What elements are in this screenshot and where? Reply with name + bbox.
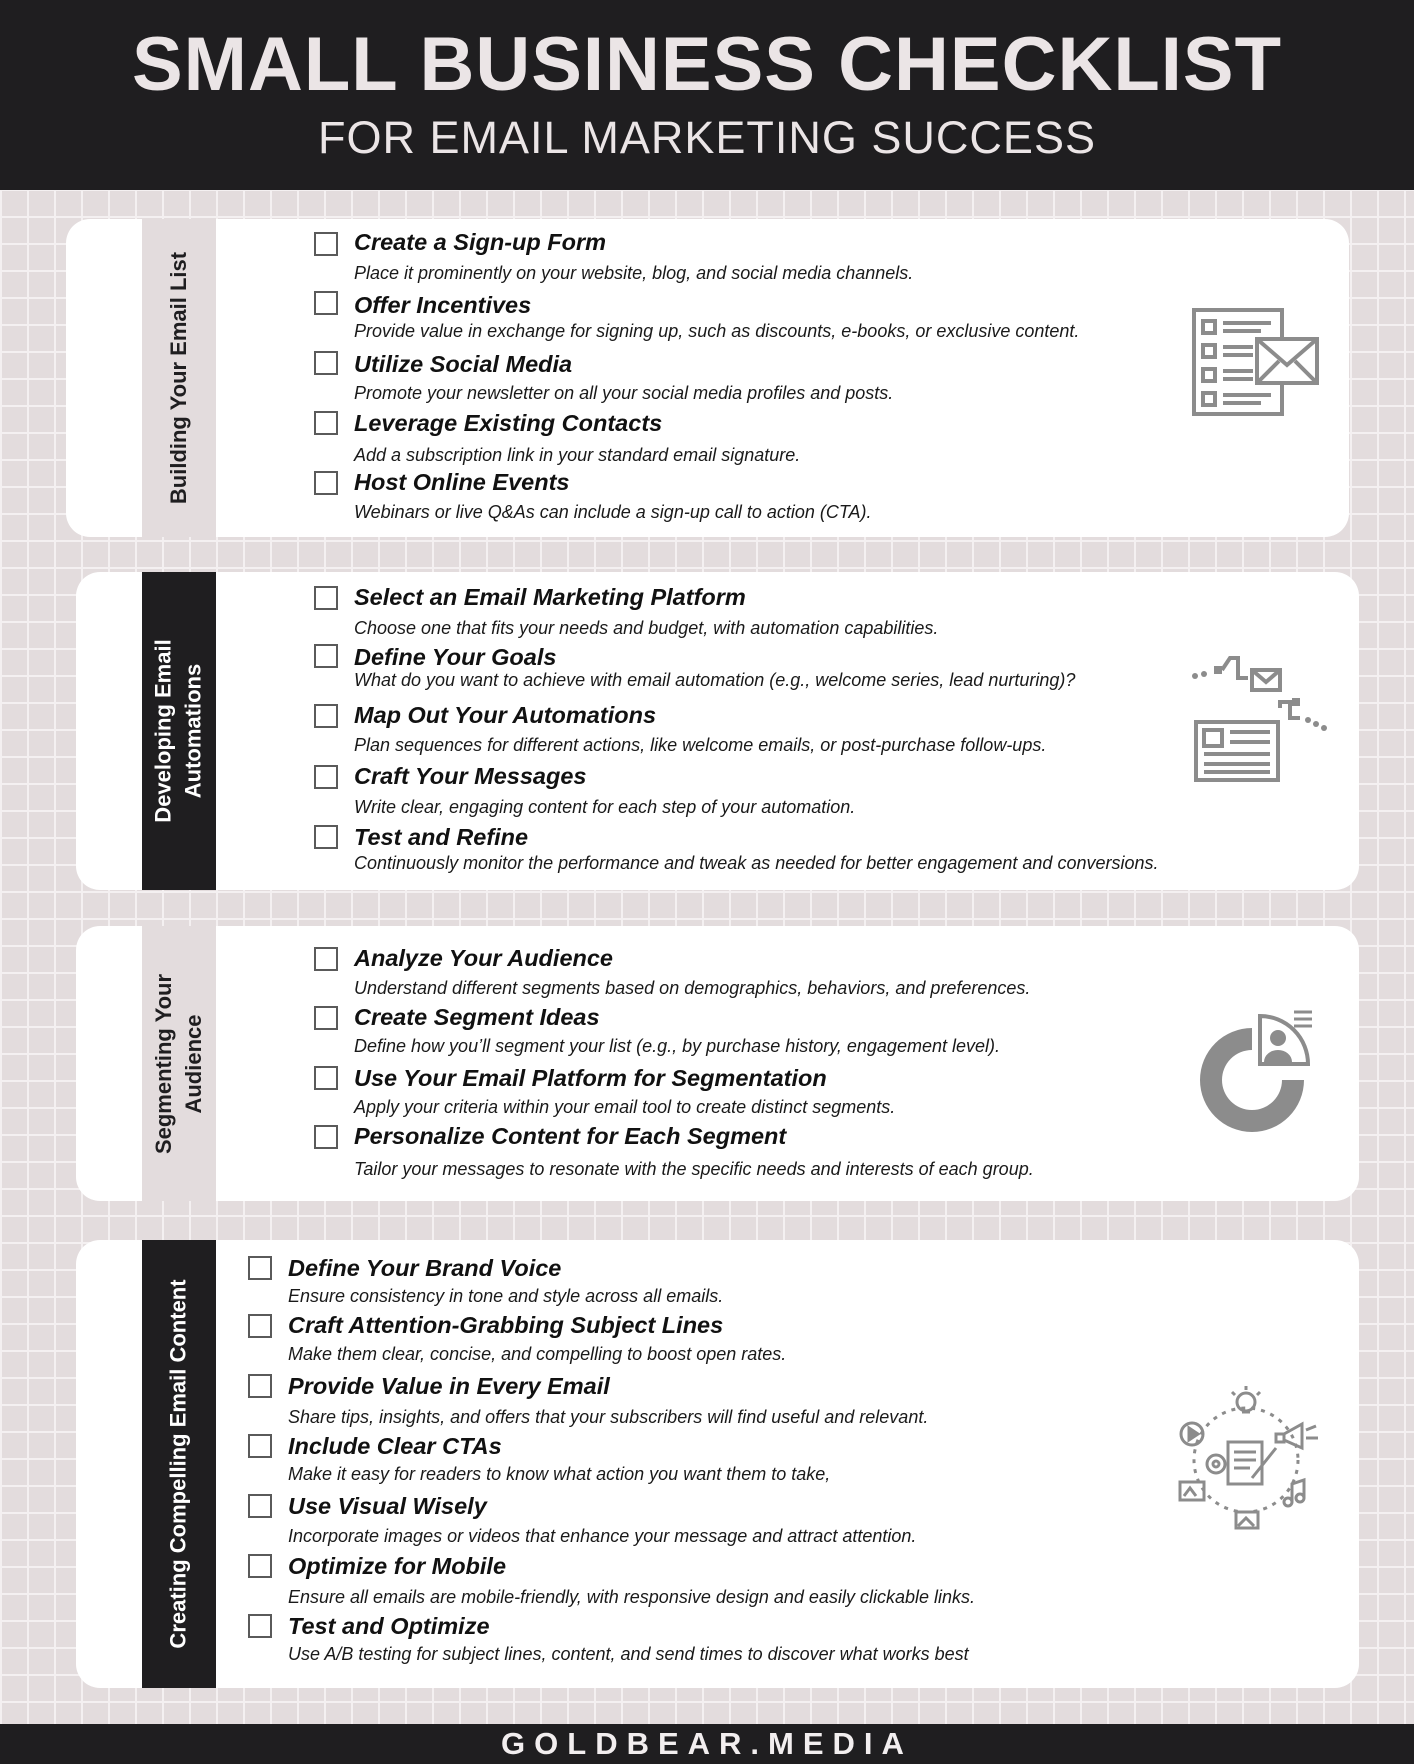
item-title: Utilize Social Media — [354, 351, 573, 377]
checkbox[interactable] — [248, 1374, 272, 1398]
checkbox[interactable] — [248, 1494, 272, 1518]
checkbox[interactable] — [314, 765, 338, 789]
item-description: Place it prominently on your website, blog, and social media channels. — [354, 263, 914, 283]
section-label-line: Segmenting Your — [151, 973, 176, 1154]
checkbox[interactable] — [314, 471, 338, 495]
item-title: Test and Optimize — [288, 1613, 490, 1639]
item-title: Create Segment Ideas — [354, 1004, 600, 1030]
checkbox[interactable] — [248, 1554, 272, 1578]
item-title: Provide Value in Every Email — [288, 1373, 610, 1399]
content-creation-icon — [1176, 1384, 1336, 1534]
item-title: Create a Sign-up Form — [354, 229, 607, 255]
checkbox[interactable] — [248, 1314, 272, 1338]
section-compelling-content — [76, 1240, 1359, 1688]
item-description: Tailor your messages to resonate with the specific needs and interests of each group. — [354, 1159, 1034, 1179]
item-description: Write clear, engaging content for each step of your automation. — [354, 797, 856, 817]
section-label: Building Your Email List — [166, 251, 191, 505]
item-title: Host Online Events — [354, 469, 570, 495]
checklist-email-icon — [1191, 307, 1321, 419]
item-description: Incorporate images or videos that enhance your message and attract attention. — [288, 1526, 917, 1546]
checkbox[interactable] — [314, 291, 338, 315]
header — [0, 0, 1414, 190]
item-description: Ensure consistency in tone and style across all emails. — [288, 1286, 724, 1306]
section-sidebar — [142, 926, 216, 1201]
item-description: Ensure all emails are mobile-friendly, with responsive design and easily clickable links. — [288, 1587, 975, 1607]
item-description: What do you want to achieve with email automation (e.g., welcome series, lead nurturing)? — [354, 670, 1076, 690]
audience-segment-icon — [1190, 1008, 1316, 1134]
item-title: Optimize for Mobile — [288, 1553, 507, 1579]
checkbox[interactable] — [314, 1006, 338, 1030]
item-title: Offer Incentives — [354, 292, 532, 318]
item-description: Webinars or live Q&As can include a sign-up call to action (CTA). — [354, 502, 872, 522]
checkbox[interactable] — [314, 1066, 338, 1090]
section-label-line: Audience — [181, 1013, 206, 1114]
item-description: Continuously monitor the performance and tweak as needed for better engagement and conversions. — [354, 853, 1159, 873]
section-sidebar — [142, 1240, 216, 1688]
section-sidebar — [142, 219, 216, 537]
checkbox[interactable] — [314, 644, 338, 668]
checkbox[interactable] — [314, 411, 338, 435]
item-title: Define Your Goals — [354, 644, 557, 670]
item-title: Personalize Content for Each Segment — [354, 1123, 787, 1149]
item-description: Add a subscription link in your standard email signature. — [354, 445, 801, 465]
item-description: Provide value in exchange for signing up, such as discounts, e-books, or exclusive content. — [354, 321, 1080, 341]
item-description: Plan sequences for different actions, like welcome emails, or post-purchase follow-ups. — [354, 735, 1047, 755]
item-description: Define how you’ll segment your list (e.g., by purchase history, engagement level). — [354, 1036, 1000, 1056]
item-description: Make it easy for readers to know what action you want them to take, — [288, 1464, 831, 1484]
checkbox[interactable] — [314, 586, 338, 610]
section-segmenting-audience — [76, 926, 1359, 1201]
section-label — [149, 973, 209, 1153]
section-label: Creating Compelling Email Content — [166, 1279, 192, 1649]
email-automation-icon — [1190, 648, 1330, 788]
checkbox[interactable] — [248, 1434, 272, 1458]
item-description: Use A/B testing for subject lines, content, and send times to discover what works best — [288, 1644, 969, 1664]
section-email-automations — [76, 572, 1359, 890]
checkbox[interactable] — [314, 947, 338, 971]
page-subtitle: FOR EMAIL MARKETING SUCCESS — [318, 112, 1096, 163]
item-title: Use Your Email Platform for Segmentation — [354, 1065, 827, 1091]
item-title: Test and Refine — [354, 824, 529, 850]
item-title: Leverage Existing Contacts — [354, 410, 663, 436]
checkbox[interactable] — [314, 351, 338, 375]
item-title: Define Your Brand Voice — [288, 1255, 562, 1281]
checkbox[interactable] — [248, 1256, 272, 1280]
item-description: Make them clear, concise, and compelling to boost open rates. — [288, 1344, 787, 1364]
section-label-line: Developing Email — [151, 639, 177, 823]
checkbox[interactable] — [314, 232, 338, 256]
item-title: Craft Attention-Grabbing Subject Lines — [288, 1312, 724, 1338]
item-description: Choose one that fits your needs and budget, with automation capabilities. — [354, 618, 939, 638]
item-description: Promote your newsletter on all your social media profiles and posts. — [354, 383, 894, 403]
footer-brand: GOLDBEAR.MEDIA — [0, 1724, 1414, 1764]
checkbox[interactable] — [314, 1125, 338, 1149]
item-description: Share tips, insights, and offers that your subscribers will find useful and relevant. — [288, 1407, 929, 1427]
section-sidebar — [142, 572, 216, 890]
item-description: Understand different segments based on demographics, behaviors, and preferences. — [354, 978, 1031, 998]
item-title: Craft Your Messages — [354, 763, 587, 789]
checkbox[interactable] — [314, 825, 338, 849]
section-label — [149, 639, 209, 822]
checkbox[interactable] — [248, 1614, 272, 1638]
item-title: Map Out Your Automations — [354, 702, 657, 728]
checkbox[interactable] — [314, 704, 338, 728]
section-building-email-list — [66, 219, 1349, 537]
page-title: SMALL BUSINESS CHECKLIST — [131, 22, 1282, 107]
item-title: Use Visual Wisely — [288, 1493, 487, 1519]
item-title: Include Clear CTAs — [288, 1433, 502, 1459]
item-title: Analyze Your Audience — [354, 945, 614, 971]
item-description: Apply your criteria within your email tool to create distinct segments. — [354, 1097, 896, 1117]
section-label-line: Automations — [181, 663, 207, 799]
item-title: Select an Email Marketing Platform — [354, 584, 746, 610]
